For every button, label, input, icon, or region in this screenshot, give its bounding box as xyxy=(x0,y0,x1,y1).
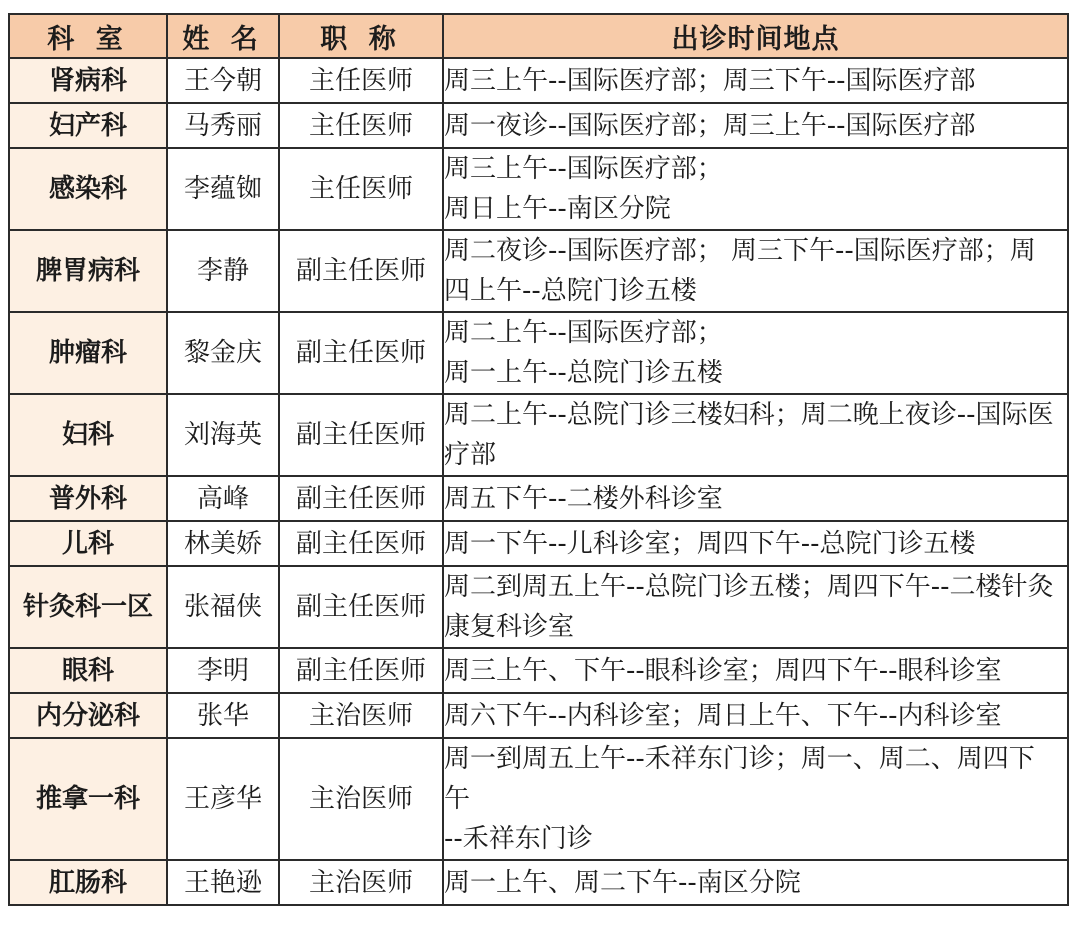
title-cell: 副主任医师 xyxy=(279,394,443,476)
department-cell: 感染科 xyxy=(9,148,167,230)
table-row xyxy=(9,693,1068,738)
schedule-line: 周日上午--南区分院 xyxy=(444,194,671,224)
schedule-line: 周二到周五上午--总院门诊五楼；周四下午--二楼针灸 xyxy=(444,572,1054,602)
doctor-name-cell: 黎金庆 xyxy=(167,312,279,394)
schedule-cell xyxy=(443,521,1068,566)
table-row xyxy=(9,103,1068,148)
department-cell: 妇产科 xyxy=(9,103,167,148)
department-cell: 内分泌科 xyxy=(9,693,167,738)
table-row xyxy=(9,738,1068,860)
doctor-name-cell: 王今朝 xyxy=(167,58,279,103)
title-cell: 副主任医师 xyxy=(279,521,443,566)
table-row xyxy=(9,394,1068,476)
title-cell: 主治医师 xyxy=(279,693,443,738)
doctor-name-cell: 王彦华 xyxy=(167,738,279,860)
table-row xyxy=(9,566,1068,648)
header-department: 科 室 xyxy=(9,14,167,58)
doctor-name-cell: 林美娇 xyxy=(167,521,279,566)
department-cell: 推拿一科 xyxy=(9,738,167,860)
schedule-line: 周三上午、下午--眼科诊室；周四下午--眼科诊室 xyxy=(444,655,1002,686)
department-cell: 普外科 xyxy=(9,476,167,521)
department-cell: 肿瘤科 xyxy=(9,312,167,394)
department-cell: 妇科 xyxy=(9,394,167,476)
table-header xyxy=(9,14,1068,58)
schedule-line: 周一夜诊--国际医疗部；周三上午--国际医疗部 xyxy=(444,110,976,141)
schedule-line: 周六下午--内科诊室；周日上午、下午--内科诊室 xyxy=(444,700,1002,731)
schedule-line: --禾祥东门诊 xyxy=(444,824,593,854)
schedule-line: 周五下午--二楼外科诊室 xyxy=(444,483,723,514)
doctor-schedule-table xyxy=(8,13,1069,906)
schedule-line: 周三上午--国际医疗部； xyxy=(444,154,723,184)
doctor-name-cell: 李明 xyxy=(167,648,279,693)
title-cell: 主任医师 xyxy=(279,148,443,230)
schedule-cell xyxy=(443,566,1068,648)
table-body xyxy=(9,58,1068,905)
doctor-name-cell: 张华 xyxy=(167,693,279,738)
schedule-line: 周二上午--总院门诊三楼妇科；周二晚上夜诊--国际医 xyxy=(444,400,1054,430)
table-row xyxy=(9,648,1068,693)
schedule-line: 康复科诊室 xyxy=(444,612,575,642)
title-cell: 主治医师 xyxy=(279,738,443,860)
schedule-cell xyxy=(443,230,1068,312)
header-title: 职 称 xyxy=(279,14,443,58)
table-row xyxy=(9,476,1068,521)
schedule-cell xyxy=(443,648,1068,693)
schedule-line: 周二夜诊--国际医疗部； 周三下午--国际医疗部；周 xyxy=(444,236,1036,266)
schedule-cell xyxy=(443,476,1068,521)
schedule-line: 周一上午--总院门诊五楼 xyxy=(444,358,723,388)
schedule-cell xyxy=(443,394,1068,476)
schedule-line: 四上午--总院门诊五楼 xyxy=(444,276,697,306)
title-cell: 副主任医师 xyxy=(279,312,443,394)
doctor-name-cell: 马秀丽 xyxy=(167,103,279,148)
doctor-name-cell: 王艳逊 xyxy=(167,860,279,905)
schedule-line: 周二上午--国际医疗部； xyxy=(444,318,723,348)
header-name: 姓 名 xyxy=(167,14,279,58)
department-cell: 针灸科一区 xyxy=(9,566,167,648)
schedule-cell xyxy=(443,312,1068,394)
table-row xyxy=(9,521,1068,566)
table-row xyxy=(9,148,1068,230)
doctor-name-cell: 李静 xyxy=(167,230,279,312)
department-cell: 肾病科 xyxy=(9,58,167,103)
table-row xyxy=(9,58,1068,103)
title-cell: 主任医师 xyxy=(279,103,443,148)
table-row xyxy=(9,230,1068,312)
doctor-name-cell: 李蕴铷 xyxy=(167,148,279,230)
schedule-cell xyxy=(443,58,1068,103)
table-row xyxy=(9,312,1068,394)
schedule-line: 周一下午--儿科诊室；周四下午--总院门诊五楼 xyxy=(444,528,976,559)
title-cell: 主治医师 xyxy=(279,860,443,905)
doctor-name-cell: 张福侠 xyxy=(167,566,279,648)
schedule-cell xyxy=(443,103,1068,148)
department-cell: 肛肠科 xyxy=(9,860,167,905)
schedule-cell xyxy=(443,860,1068,905)
doctor-name-cell: 高峰 xyxy=(167,476,279,521)
department-cell: 儿科 xyxy=(9,521,167,566)
table-row xyxy=(9,860,1068,905)
department-cell: 脾胃病科 xyxy=(9,230,167,312)
title-cell: 主任医师 xyxy=(279,58,443,103)
schedule-cell xyxy=(443,148,1068,230)
department-cell: 眼科 xyxy=(9,648,167,693)
schedule-cell xyxy=(443,738,1068,860)
title-cell: 副主任医师 xyxy=(279,566,443,648)
header-schedule: 出诊时间地点 xyxy=(443,14,1068,58)
doctor-name-cell: 刘海英 xyxy=(167,394,279,476)
header-row xyxy=(9,14,1068,58)
schedule-line: 周一到周五上午--禾祥东门诊；周一、周二、周四下 xyxy=(444,744,1035,774)
schedule-line: 周一上午、周二下午--南区分院 xyxy=(444,867,801,898)
schedule-line: 疗部 xyxy=(444,440,497,470)
title-cell: 副主任医师 xyxy=(279,230,443,312)
schedule-cell xyxy=(443,693,1068,738)
schedule-line: 午 xyxy=(444,784,471,814)
title-cell: 副主任医师 xyxy=(279,648,443,693)
title-cell: 副主任医师 xyxy=(279,476,443,521)
schedule-line: 周三上午--国际医疗部；周三下午--国际医疗部 xyxy=(444,65,976,96)
